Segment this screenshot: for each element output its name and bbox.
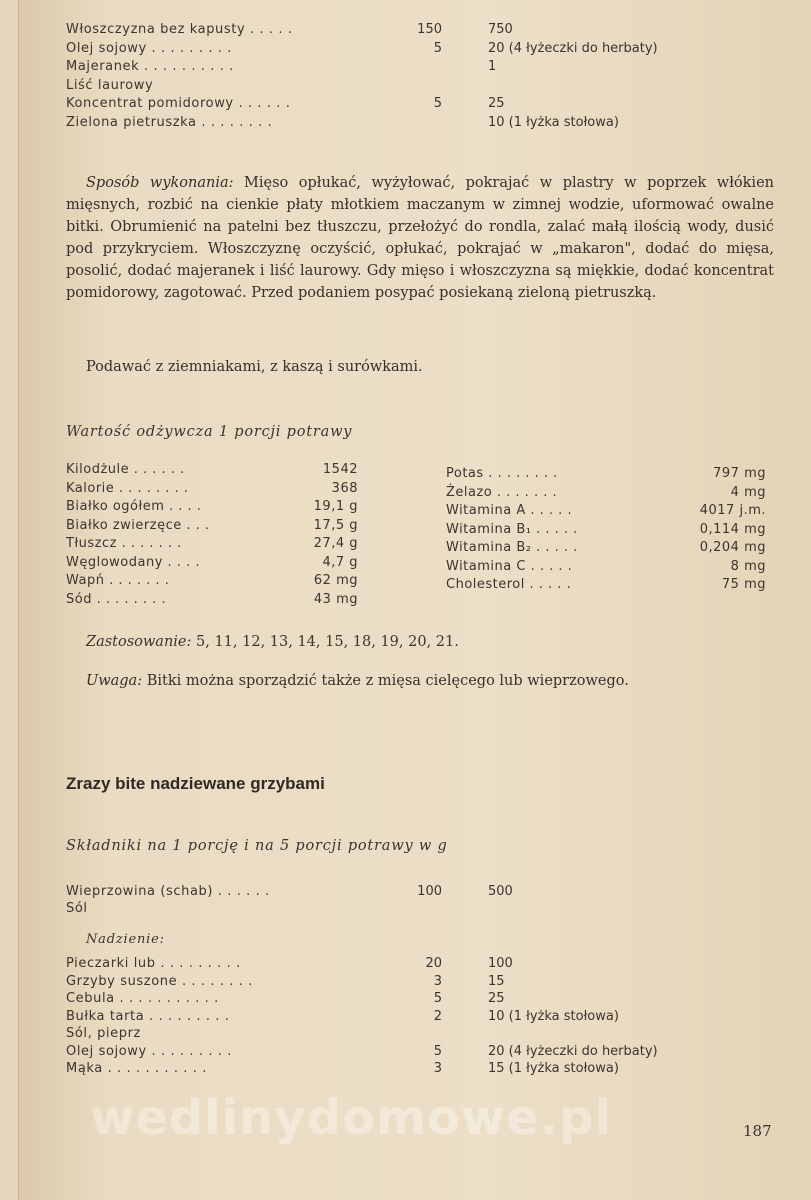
serving-paragraph: Podawać z ziemniakami, z kaszą i surówkami. xyxy=(86,359,423,375)
nutrient-name: Węglowodany . . . . xyxy=(66,554,200,570)
nutrient-value: 62 mg xyxy=(313,573,358,588)
nutrient-value: 27,4 g xyxy=(313,536,358,551)
ingredient-name: Majeranek . . . . . . . . . . xyxy=(66,59,234,74)
ingredient-name: Sól, pieprz xyxy=(66,1026,141,1041)
ingredient-name: Włoszczyzna bez kapusty . . . . . xyxy=(66,22,293,37)
recipe-title: Zrazy bite nadziewane grzybami xyxy=(66,774,325,793)
method-text: Mięso opłukać, wyżyłować, pokrajać w plastry w poprzek włókien mięsnych, rozbić na cienkie płaty młotkiem maczanym w zimnej wodzie, uformować owalne bitki. Obrumienić na patelni bez tłuszczu, przełożyć do rondla, zalać małą ilością wody, dusić pod przykryciem. Włoszczyznę oczyścić, opłukać, pokrajać w „makaron", dodać do mięsa, posolić, dodać majeranek i liść laurowy. Gdy mięso i włoszczyzna są miękkie, dodać koncentrat pomidorowy, zagotować. Przed podaniem posypać posiekaną zieloną pietruszką. xyxy=(66,175,774,301)
ingredient-per5: 100 xyxy=(488,956,513,971)
ingredient-per1: 5 xyxy=(433,96,442,111)
nutrient-value: 4 mg xyxy=(730,484,766,500)
ingredient-per1: 5 xyxy=(433,991,442,1006)
ingredient-name: Wieprzowina (schab) . . . . . . xyxy=(66,884,270,899)
ingredient-name: Olej sojowy . . . . . . . . . xyxy=(66,40,232,56)
nutrient-value: 4017 j.m. xyxy=(699,503,766,518)
nutrient-value: 17,5 g xyxy=(313,517,358,533)
ingredient-per1: 5 xyxy=(433,1043,442,1059)
nutrient-value: 8 mg xyxy=(730,558,766,574)
ingredient-per5: 20 (4 łyżeczki do herbaty) xyxy=(488,40,658,56)
ingredient-per1: 5 xyxy=(433,40,442,56)
usage-text: 5, 11, 12, 13, 14, 15, 18, 19, 20, 21. xyxy=(191,634,459,650)
nutrient-name: Białko ogółem . . . . xyxy=(66,499,202,514)
ingredient-name: Bułka tarta . . . . . . . . . xyxy=(66,1008,230,1024)
ingredient-name: Olej sojowy . . . . . . . . . xyxy=(66,1043,232,1059)
nutrient-value: 797 mg xyxy=(713,466,766,481)
ingredient-per5: 25 xyxy=(488,991,505,1006)
ingredient-name: Koncentrat pomidorowy . . . . . . xyxy=(66,96,291,111)
ingredient-per5: 500 xyxy=(488,884,513,899)
ingredient-per1: 20 xyxy=(425,956,442,971)
ingredient-per5: 15 (1 łyżka stołowa) xyxy=(488,1061,619,1076)
nutrient-value: 0,204 mg xyxy=(699,540,766,555)
ingredient-per1: 3 xyxy=(433,973,442,989)
nutrient-value: 1542 xyxy=(322,462,358,477)
nutrient-name: Witamina C . . . . . xyxy=(446,558,573,574)
nutrient-value: 4,7 g xyxy=(322,554,358,570)
nutrient-name: Białko zwierzęce . . . xyxy=(66,517,210,533)
nutrient-name: Cholesterol . . . . . xyxy=(446,577,572,592)
ingredient-per1: 150 xyxy=(417,22,442,37)
ingredients-heading: Składniki na 1 porcję i na 5 porcji potrawy w g xyxy=(66,838,448,854)
nutrient-value: 368 xyxy=(331,480,358,496)
note-label: Uwaga: xyxy=(86,673,143,689)
ingredient-name: Cebula . . . . . . . . . . . xyxy=(66,991,219,1006)
nutrient-name: Sód . . . . . . . . xyxy=(66,591,167,607)
nutrient-name: Witamina A . . . . . xyxy=(446,503,573,518)
ingredient-name: Pieczarki lub . . . . . . . . . xyxy=(66,956,241,971)
ingredient-per5: 10 (1 łyżka stołowa) xyxy=(488,114,619,130)
nutrient-name: Potas . . . . . . . . xyxy=(446,466,558,481)
ingredient-per5: 25 xyxy=(488,96,505,111)
nutrient-name: Witamina B₂ . . . . . xyxy=(446,540,578,555)
note-text: Bitki można sporządzić także z mięsa cielęcego lub wieprzowego. xyxy=(142,673,629,689)
ingredient-per5: 10 (1 łyżka stołowa) xyxy=(488,1008,619,1024)
ingredient-per5: 1 xyxy=(488,59,497,74)
ingredient-per5: 750 xyxy=(488,22,513,37)
ingredient-per1: 3 xyxy=(433,1061,442,1076)
ingredient-per5: 20 (4 łyżeczki do herbaty) xyxy=(488,1043,658,1059)
ingredient-per1: 2 xyxy=(433,1008,442,1024)
nutrient-value: 19,1 g xyxy=(313,499,358,514)
ingredient-name: Sól xyxy=(66,901,88,916)
nutrient-name: Witamina B₁ . . . . . xyxy=(446,521,578,537)
nutrient-name: Tłuszcz . . . . . . . xyxy=(66,536,182,551)
ingredient-name: Liść laurowy xyxy=(66,77,154,93)
nutrition-heading: Wartość odżywcza 1 porcji potrawy xyxy=(66,424,353,440)
nutrient-name: Żelazo . . . . . . . xyxy=(446,484,558,500)
filling-label: Nadzienie: xyxy=(86,932,165,947)
usage-line xyxy=(86,634,459,650)
method-label: Sposób wykonania: xyxy=(86,175,234,191)
nutrient-value: 75 mg xyxy=(721,577,766,592)
ingredient-name: Mąka . . . . . . . . . . . xyxy=(66,1061,207,1076)
nutrient-name: Wapń . . . . . . . xyxy=(66,573,170,588)
ingredient-name: Zielona pietruszka . . . . . . . . xyxy=(66,114,273,130)
ingredient-per5: 15 xyxy=(488,973,505,989)
nutrient-value: 43 mg xyxy=(313,591,358,607)
nutrient-name: Kalorie . . . . . . . . xyxy=(66,480,189,496)
note-paragraph xyxy=(66,670,774,692)
nutrient-value: 0,114 mg xyxy=(699,521,766,537)
watermark: wedlinydomowe.pl xyxy=(90,1090,612,1146)
ingredient-name: Grzyby suszone . . . . . . . . xyxy=(66,973,253,989)
method-paragraph xyxy=(66,172,774,304)
nutrient-name: Kilodżule . . . . . . xyxy=(66,462,185,477)
usage-label: Zastosowanie: xyxy=(86,634,192,650)
ingredient-per1: 100 xyxy=(417,884,442,899)
page-number: 187 xyxy=(743,1122,772,1140)
